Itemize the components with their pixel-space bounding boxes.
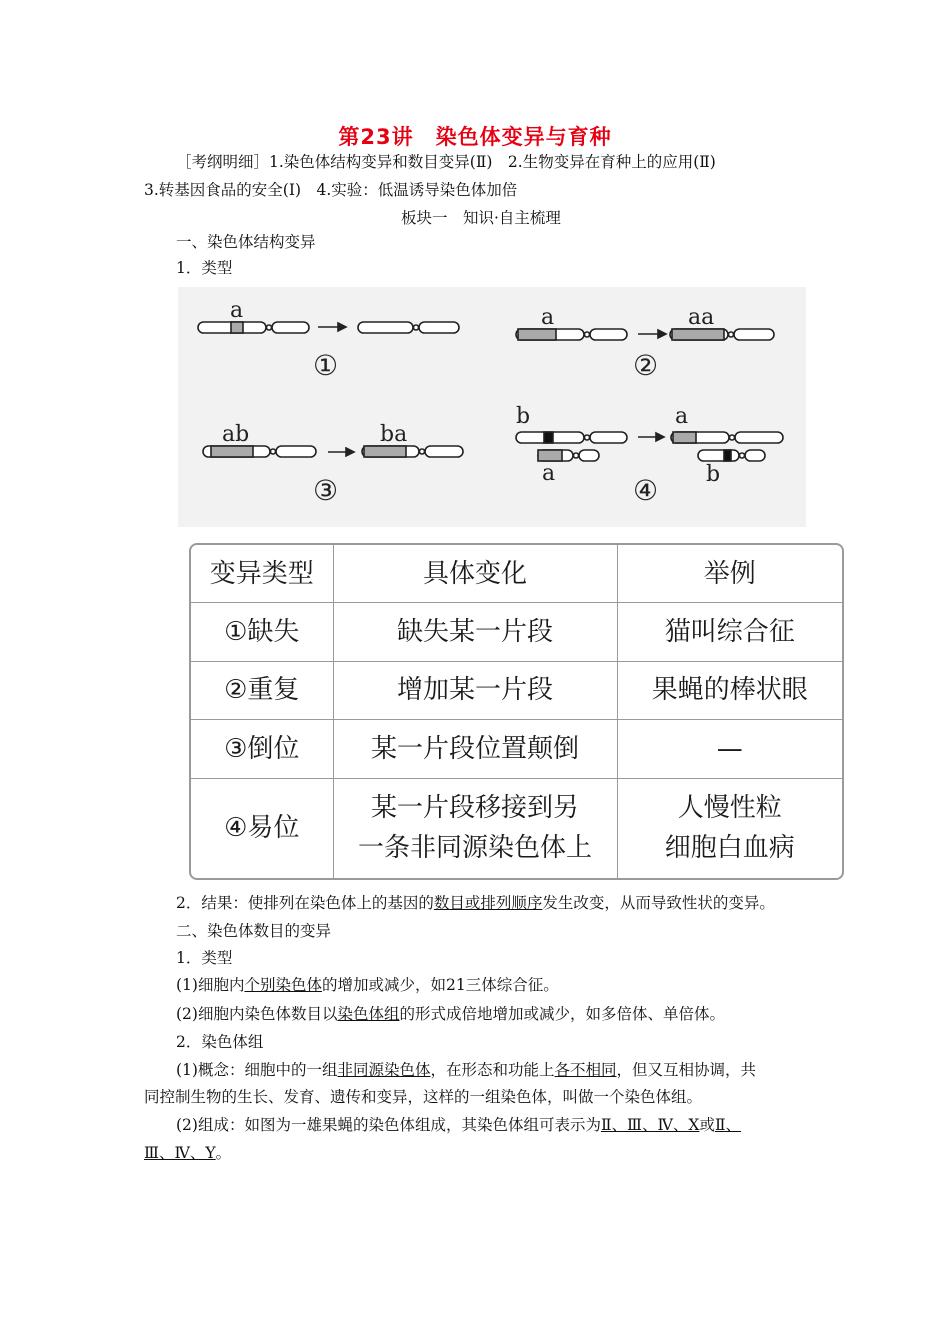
underlined-answer: 个别染色体 [244,976,322,994]
chromosome-2-right [670,329,774,340]
table-cell-change [333,778,617,878]
chromosome-variation-diagram [178,287,806,527]
chromosome-1-right [358,322,459,333]
underlined-answer: 各不相同 [554,1061,617,1079]
table-cell-type: ③倒位 [191,720,333,778]
part2-type1 [176,975,559,995]
chromosome-4-bottom-right [698,450,765,461]
chromosome-1-left [198,322,309,333]
part2-sub2: 2．染色体组 [176,1033,264,1051]
outline-label: ［考纲明细］ [176,153,270,171]
underlined-answer: Ⅱ、 [715,1116,742,1134]
result-line [176,893,775,913]
table-header-row [191,545,842,603]
label-p4-top-right-a: a [675,404,689,429]
part1-heading: 一、染色体结构变异 [176,233,316,251]
section-header: 板块一 知识·自主梳理 [401,209,561,227]
underlined-answer: Ⅲ、Ⅳ、Y [144,1144,216,1162]
underlined-answer: 染色体组 [337,1005,400,1023]
result-underlined: 数目或排列顺序 [433,894,543,912]
number-2: ② [633,349,659,382]
text: 的增加或减少，如21三体综合征。 [321,976,559,994]
outline-text: 1.染色体结构变异和数目变异(Ⅱ) 2.生物变异在育种上的应用(Ⅱ) [269,153,716,171]
label-p4-bottom-left-a: a [542,461,556,486]
label-p2-right-aa: aa [688,305,715,330]
label-p2-left-a: a [541,305,555,330]
underlined-answer: Ⅱ、Ⅲ、Ⅳ、X [600,1116,700,1134]
table-cell-type: ①缺失 [191,603,333,661]
table-cell-example-line1: 人慢性粒 [677,793,782,824]
table-cell-type: ④易位 [191,778,333,878]
chromosome-4-bottom-left [538,450,599,461]
table-cell-change-line2: 一条非同源染色体上 [357,833,592,864]
number-4: ④ [633,474,659,507]
chromosome-4-top-left [516,432,627,443]
outline-line-2: 3.转基因食品的安全(Ⅰ) 4.实验：低温诱导染色体加倍 [144,181,518,199]
arrow-3 [328,448,354,456]
label-p4-bottom-right-b: b [706,462,721,487]
table-cell-change: 某一片段位置颠倒 [333,720,617,778]
table-cell-type: ②重复 [191,661,333,719]
outline-line-1 [176,152,716,172]
arrow-1 [318,323,346,331]
underlined-answer: 非同源染色体 [337,1061,431,1079]
table-cell-change-line1: 某一片段移接到另 [370,793,579,824]
label-p3-left-ab: ab [222,422,250,447]
composition-line-2 [144,1143,231,1163]
text: 的形式成倍地增加或减少，如多倍体、单倍体。 [399,1005,725,1023]
text: (1)细胞内 [176,976,245,994]
text: ，在形态和功能上 [430,1061,555,1079]
label-p3-right-ba: ba [380,422,408,447]
table-row [191,778,842,878]
table-cell-change: 增加某一片段 [333,661,617,719]
chromosome-4-top-right [671,432,783,443]
table-cell-example: 猫叫综合征 [617,603,842,661]
chromosome-3-left [203,446,316,457]
table-row [191,720,842,778]
table-row [191,661,842,719]
text: ，但又互相协调，共 [616,1061,757,1079]
result-text: 发生改变，从而导致性状的变异。 [542,894,775,912]
concept-line-2: 同控制生物的生长、发育、遗传和变异，这样的一组染色体，叫做一个染色体组。 [144,1088,703,1106]
table-header: 变异类型 [191,545,333,603]
table-cell-example: — [617,720,842,778]
table-row [191,603,842,661]
text: (2)细胞内染色体数目以 [176,1005,338,1023]
text: (1)概念：细胞中的一组 [176,1061,338,1079]
table-header: 举例 [617,545,842,603]
table-cell-change: 缺失某一片段 [333,603,617,661]
table-cell-example: 果蝇的棒状眼 [617,661,842,719]
arrow-4 [638,433,664,441]
chromosome-2-left [516,329,627,340]
text: 或 [699,1116,715,1134]
label-p4-top-left-b: b [516,404,531,429]
part2-heading: 二、染色体数目的变异 [176,922,332,940]
text: 。 [215,1144,232,1162]
variation-table [189,543,844,880]
table-header: 具体变化 [333,545,617,603]
concept-line-1 [176,1060,756,1080]
result-text: 2．结果：使排列在染色体上的基因的 [176,894,434,912]
chromosome-3-right [362,446,463,457]
composition-line-1 [176,1115,741,1135]
part1-sub1: 1．类型 [176,259,233,277]
number-1: ① [313,349,339,382]
part2-sub1: 1．类型 [176,949,233,967]
text: (2)组成：如图为一雄果蝇的染色体组成，其染色体组可表示为 [176,1116,601,1134]
part2-type2 [176,1004,725,1024]
number-3: ③ [313,474,339,507]
page-title: 第23讲 染色体变异与育种 [338,125,612,149]
label-p1-a: a [230,298,244,323]
arrow-2 [638,330,666,338]
table-cell-example-line2: 细胞白血病 [664,833,795,864]
table-cell-example [617,778,842,878]
